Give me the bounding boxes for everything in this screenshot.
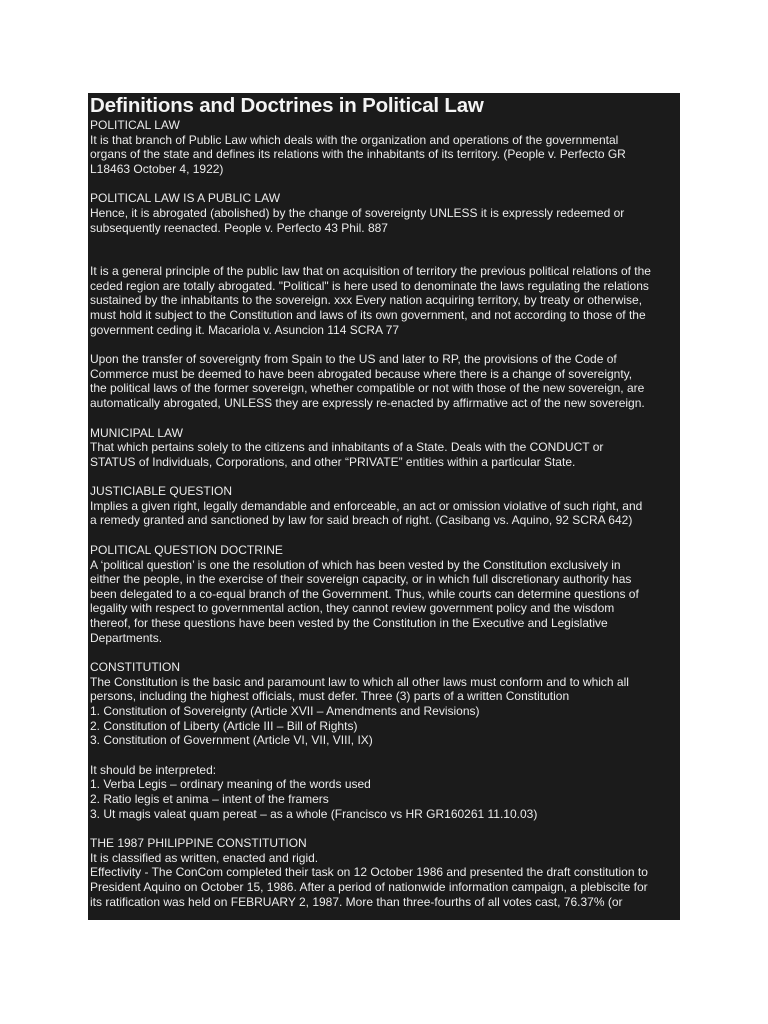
section-interpretation	[90, 763, 680, 821]
section-line: It is that branch of Public Law which deals with the organization and operations of the governmental	[90, 132, 619, 147]
section-line: 1. Verba Legis – ordinary meaning of the words used	[90, 777, 371, 792]
section-line: That which pertains solely to the citizens and inhabitants of a State. Deals with the CONDUCT or	[90, 440, 604, 455]
section-political-law	[90, 118, 680, 176]
document-title: Definitions and Doctrines in Political Law	[90, 94, 484, 117]
section-municipal-law	[90, 426, 680, 470]
section-line: Commerce must be deemed to have been abrogated because where there is a change of sovereignty,	[90, 366, 633, 381]
spacer	[90, 337, 680, 352]
section-heading: CONSTITUTION	[90, 660, 180, 675]
section-line: A ‘political question’ is one the resolution of which has been vested by the Constitution exclusively in	[90, 557, 621, 572]
section-general-principle	[90, 264, 680, 337]
section-heading: JUSTICIABLE QUESTION	[90, 484, 233, 499]
section-line: 2. Ratio legis et anima – intent of the framers	[90, 791, 329, 806]
section-1987-constitution	[90, 836, 680, 909]
section-line: Hence, it is abrogated (abolished) by the change of sovereignty UNLESS it is expressly redeemed or	[90, 205, 625, 220]
section-line: either the people, in the exercise of their sovereign capacity, or in which full discretionary authority has	[90, 572, 632, 587]
section-line: L18463 October 4, 1922)	[90, 161, 224, 176]
section-line: It is classified as written, enacted and rigid.	[90, 850, 319, 865]
section-line: 2. Constitution of Liberty (Article III – Bill of Rights)	[90, 718, 358, 733]
section-line: President Aquino on October 15, 1986. After a period of nationwide information campaign, a plebiscite for	[90, 879, 648, 894]
spacer	[90, 411, 680, 426]
section-line: STATUS of Individuals, Corporations, and other “PRIVATE” entities within a particular State.	[90, 454, 576, 469]
section-line: organs of the state and defines its relations with the inhabitants of its territory. (People v. Perfecto GR	[90, 147, 626, 162]
section-line: ceded region are totally abrogated. "Political" is here used to denominate the laws regulating the relations	[90, 278, 649, 293]
spacer	[90, 748, 680, 763]
document-page	[88, 93, 680, 920]
section-line: 1. Constitution of Sovereignty (Article XVII – Amendments and Revisions)	[90, 704, 480, 718]
section-line: legality with respect to governmental action, they cannot review government policy and the wisdom	[90, 601, 615, 616]
section-line: Upon the transfer of sovereignty from Spain to the US and later to RP, the provisions of the Code of	[90, 352, 617, 367]
spacer	[90, 176, 680, 191]
section-heading: MUNICIPAL LAW	[90, 425, 183, 440]
section-line: 3. Constitution of Government (Article VI, VII, VIII, IX)	[90, 733, 373, 748]
section-constitution	[90, 660, 680, 748]
section-line: Implies a given right, legally demandable and enforceable, an act or omission violative of such right, and	[90, 498, 643, 513]
section-line: automatically abrogated, UNLESS they are expressly re-enacted by affirmative act of the new sovereign.	[90, 395, 645, 410]
section-line: Departments.	[90, 630, 163, 645]
section-transfer-sovereignty	[90, 352, 680, 410]
section-line: its ratification was held on FEBRUARY 2, 1987. More than three-fourths of all votes cast, 76.37% (or	[90, 894, 623, 909]
spacer	[90, 235, 680, 264]
spacer	[90, 821, 680, 836]
section-line: persons, including the highest officials, must defer. Three (3) parts of a written Constitution	[90, 689, 570, 704]
section-line: The Constitution is the basic and paramount law to which all other laws must conform and to which all	[90, 674, 629, 689]
spacer	[90, 528, 680, 543]
section-line: government ceding it. Macariola v. Asuncion 114 SCRA 77	[90, 322, 400, 337]
section-line: must hold it subject to the Constitution and laws of its own government, and not according to those of the	[90, 307, 646, 322]
section-line: the political laws of the former sovereign, whether compatible or not with those of the new sovereign, are	[90, 381, 645, 396]
section-line: It is a general principle of the public law that on acquisition of territory the previous political relations of the	[90, 264, 651, 279]
section-heading: POLITICAL LAW	[90, 118, 180, 132]
section-line: Effectivity - The ConCom completed their task on 12 October 1986 and presented the draft constitution to	[90, 865, 648, 880]
section-line: It should be interpreted:	[90, 762, 217, 777]
spacer	[90, 645, 680, 660]
section-line: been delegated to a co-equal branch of the Government. Thus, while courts can determine questions of	[90, 586, 639, 601]
section-line: sustained by the inhabitants to the sovereign. xxx Every nation acquiring territory, by treaty or otherwise,	[90, 293, 643, 308]
section-line: subsequently reenacted. People v. Perfecto 43 Phil. 887	[90, 220, 388, 235]
section-political-question	[90, 543, 680, 645]
section-heading: POLITICAL QUESTION DOCTRINE	[90, 543, 283, 558]
section-line: 3. Ut magis valeat quam pereat – as a whole (Francisco vs HR GR160261 11.10.03)	[90, 806, 538, 821]
section-political-law-public	[90, 191, 680, 235]
section-line: a remedy granted and sanctioned by law for said breach of right. (Casibang vs. Aquino, 92 SCRA 642)	[90, 513, 633, 528]
section-heading: POLITICAL LAW IS A PUBLIC LAW	[90, 191, 281, 206]
section-justiciable-question	[90, 484, 680, 528]
spacer	[90, 469, 680, 484]
section-heading: THE 1987 PHILIPPINE CONSTITUTION	[90, 836, 307, 851]
section-line: thereof, for these questions have been vested by the Constitution in the Executive and Legislative	[90, 616, 608, 631]
